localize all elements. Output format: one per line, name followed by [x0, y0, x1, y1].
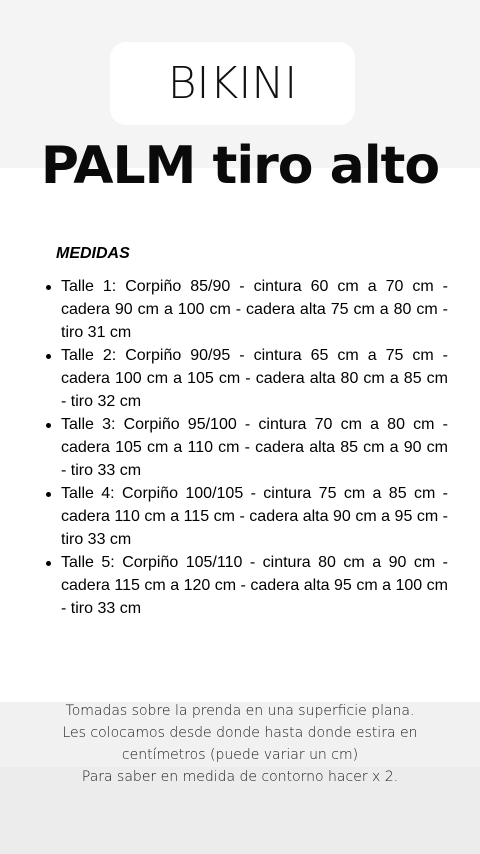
note-line-1: Tomadas sobre la prenda en una superficie plana.: [65, 703, 415, 719]
measurement-note: [20, 700, 460, 788]
note-line-3: centímetros (puede variar un cm): [121, 747, 359, 763]
bullet-icon: [46, 423, 51, 428]
bullet-icon: [46, 285, 51, 290]
size-item-5: [61, 551, 448, 620]
size-item-1: [61, 275, 448, 344]
brand-label: BIKINI: [167, 58, 298, 109]
bullet-icon: [46, 561, 51, 566]
size-item-text: Talle 2: Corpiño 90/95 - cintura 65 cm a 75 cm - cadera 100 cm a 105 cm - cadera alta 80 cm a 85 cm - tiro 32 cm: [61, 347, 448, 410]
bullet-icon: [46, 354, 51, 359]
size-item-text: Talle 5: Corpiño 105/110 - cintura 80 cm a 90 cm - cadera 115 cm a 120 cm - cadera alta 95 cm a 100 cm - tiro 33 cm: [61, 554, 448, 617]
note-line-2: Les colocamos desde donde hasta donde estira en: [62, 725, 418, 741]
size-list: [61, 275, 448, 620]
size-item-3: [61, 413, 448, 482]
size-item-text: Talle 1: Corpiño 85/90 - cintura 60 cm a 70 cm - cadera 90 cm a 100 cm - cadera alta 75 cm a 80 cm - tiro 31 cm: [61, 278, 448, 341]
size-item-2: [61, 344, 448, 413]
note-line-4: Para saber en medida de contorno hacer x 2.: [81, 769, 399, 785]
product-title: PALM tiro alto: [40, 136, 440, 196]
measures-heading: MEDIDAS: [56, 245, 130, 262]
bullet-icon: [46, 492, 51, 497]
brand-card: [110, 42, 355, 125]
size-item-text: Talle 4: Corpiño 100/105 - cintura 75 cm a 85 cm - cadera 110 cm a 115 cm - cadera alta 90 cm a 95 cm - tiro 33 cm: [61, 485, 448, 548]
size-item-4: [61, 482, 448, 551]
size-item-text: Talle 3: Corpiño 95/100 - cintura 70 cm a 80 cm - cadera 105 cm a 110 cm - cadera alta 85 cm a 90 cm - tiro 33 cm: [61, 416, 448, 479]
